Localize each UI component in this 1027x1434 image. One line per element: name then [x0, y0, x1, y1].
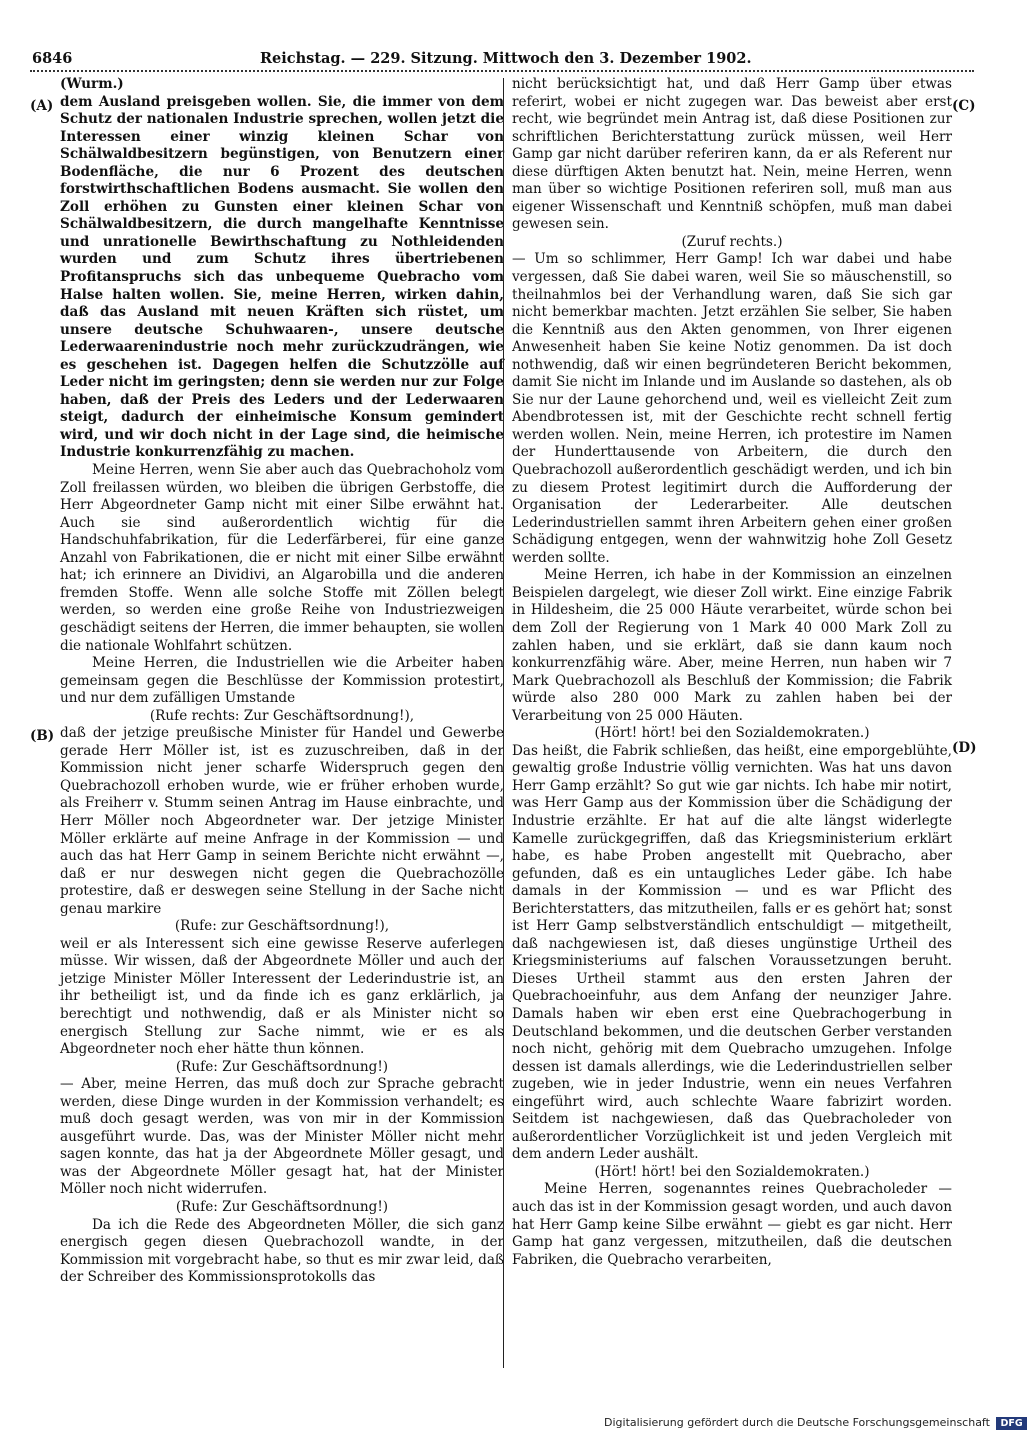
speaker-name: (Wurm.): [60, 76, 124, 92]
margin-mark-c: (C): [952, 98, 976, 114]
paragraph: Das heißt, die Fabrik schließen, das heißt, eine emporgeblühte, gewaltig große Industrie völlig vernichten. Was hat uns davon Herr Gamp erzählt? So gut wie gar nichts. Ich habe mir notirt, was Herr Gamp aus der Kommission über die Schädigung der Industrie erzählte. Er hat auf die alte längst widerlegte Kamelle zurückgegriffen, daß das Kriegsministerium erklärt habe, es habe Proben angestellt mit Quebracho, aber gefunden, daß es ein untaugliches Leder gäbe. Ich habe damals in der Kommission — und es war Pflicht des Berichterstatters, das mitzutheilen, falls er es gehört hat; sonst ist Herr Gamp selbstverständlich entschuldigt — mitgetheilt, daß nachgewiesen ist, daß dieses ungünstige Urtheil des Kriegsministeriums auf falschen Voraussetzungen beruht. Dieses Urtheil stammt aus den ersten Jahren der Quebrachoeinfuhr, aus dem Anfang der neunziger Jahre. Damals haben wir eben erst eine Quebrachogerbung in Deutschland bekommen, und die deutschen Gerber verstanden noch nicht, gehörig mit dem Quebracho umzugehen. Infolge dessen ist damals allerdings, wie die Lederindustriellen selber zugeben, wie in jeder Industrie, wenn ein neues Verfahren eingeführt wird, auch schlechte Waare fabrizirt worden. Seitdem ist nachgewiesen, daß das Quebracholeder von außerordentlicher Vorzüglichkeit ist und jeden Vergleich mit dem andern Leder aushält.: [512, 742, 952, 1163]
page-number: 6846: [32, 50, 73, 67]
interjection: (Zuruf rechts.): [681, 233, 783, 250]
margin-mark-d: (D): [952, 740, 977, 756]
interjection: (Rufe rechts: Zur Geschäftsordnung!),: [149, 707, 415, 724]
paragraph: Meine Herren, wenn Sie aber auch das Quebrachoholz vom Zoll freilassen würden, wo bleiben die übrigen Gerbstoffe, die Herr Abgeordneter Gamp nicht mit einer Silbe erwähnt hat. Auch sie sind außerordentlich wichtig für die Handschuhfabrikation, für die Lederfärberei, für eine ganze Anzahl von Fabrikationen, die er nicht mit einer Silbe erwähnt hat; ich erinnere an Dividivi, an Algarobilla und die anderen fremden Stoffe. Wenn alle solche Stoffe mit Zöllen belegt werden, so werden eine große Reihe von Industriezweigen geschädigt seitens der Herren, die immer behaupten, sie wollen die nationale Wohlfahrt schützen.: [60, 462, 504, 654]
paragraph: Meine Herren, ich habe in der Kommission an einzelnen Beispielen dargelegt, wie dieser Zoll wirkt. Eine einzige Fabrik in Hildesheim, die 25 000 Häute verarbeitet, würde schon bei dem Zoll der Regierung von 1 Mark 40 000 Mark Zoll zu zahlen haben, und sie erklärt, daß sie dann kaum noch konkurrenzfähig wäre. Aber, meine Herren, nun haben wir 7 Mark Quebrachozoll als Beschluß der Kommission; die Fabrik würde also 280 000 Mark zu zahlen haben bei der Verarbeitung von 25 000 Häuten.: [512, 567, 952, 724]
interjection: (Hört! hört! bei den Sozialdemokraten.): [594, 725, 870, 742]
paragraph: dem Ausland preisgeben wollen. Sie, die immer von dem Schutz der nationalen Industrie sprechen, wollen jetzt die Interessen einer winzig kleinen Schar von Schälwaldbesitzern begünstigen, von Benutzern einer Bodenfläche, die nur 6 Prozent des deutschen forstwirthschaftlichen Bodens ausmacht. Sie wollen den Zoll erhöhen zu Gunsten einer kleinen Schar von Schälwaldbesitzern, die durch mangelhafte Kenntnisse und unrationelle Bewirthschaftung zu Nothleidenden wurden und zum Schutz ihres übertriebenen Profitanspruchs sich das unbequeme Quebracho vom Halse halten wollen. Sie, meine Herren, wirken dahin, daß das Ausland mit neuen Kräften sich rüstet, um unsere deutsche Schuhwaaren-, unsere deutsche Lederwaarenindustrie noch mehr zurückzudrängen, wie es geschehen ist. Dagegen helfen die Schutzzölle auf Leder nicht im geringsten; denn sie werden nur zur Folge haben, daß der Preis des Leders und der Lederwaaren steigt, dadurch der einheimische Konsum gemindert wird, und wir doch nicht in der Lage sind, die heimische Industrie konkurrenzfähig zu machen.: [60, 93, 504, 461]
left-column: [60, 76, 504, 1368]
right-column: [512, 76, 952, 1368]
running-title: Reichstag. — 229. Sitzung. Mittwoch den 3. Dezember 1902.: [260, 50, 752, 67]
page-header: [28, 46, 978, 70]
paragraph: Meine Herren, sogenanntes reines Quebracholeder — auch das ist in der Kommission gesagt worden, und auch davon hat Herr Gamp keine Silbe erwähnt — giebt es gar nicht. Herr Gamp hat ganz vergessen, mitzutheilen, daß die deutschen Fabriken, die Quebracho verarbeiten,: [512, 1181, 952, 1268]
interjection: (Hört! hört! bei den Sozialdemokraten.): [594, 1163, 870, 1180]
paragraph: Da ich die Rede des Abgeordneten Möller, die sich ganz energisch gegen diesen Quebrachozoll wandte, in der Kommission mit vorgebracht habe, so thut es mir zwar leid, daß der Schreiber des Kommissionsprotokolls das: [60, 1216, 504, 1286]
dfg-logo-icon: DFG: [996, 1417, 1026, 1430]
interjection: (Rufe: Zur Geschäftsordnung!): [175, 1058, 389, 1075]
column-divider: [503, 78, 504, 1368]
credit-text: Digitalisierung gefördert durch die Deutsche Forschungsgemeinschaft: [604, 1416, 990, 1429]
paragraph: Meine Herren, die Industriellen wie die Arbeiter haben gemeinsam gegen die Beschlüsse der Kommission protestirt, und nur dem zufälligen Umstande: [60, 655, 504, 707]
paragraph: daß der jetzige preußische Minister für Handel und Gewerbe gerade Herr Möller ist, ist es zuzuschreiben, daß in der Kommission nicht jener scharfe Widerspruch gegen den Quebrachozoll erhoben wurde, wie er früher erhoben wurde, als Freiherr v. Stumm seinen Antrag im Hause einbrachte, und Herr Möller noch Abgeordneter war. Der jetzige Minister Möller erklärte auf meine Anfrage in der Kommission — und auch das hat Herr Gamp in seinem Berichte nicht erwähnt —, daß er nur deswegen nicht gegen die Quebrachozölle protestire, daß er deswegen seine Stellung in der Sache nicht genau markire: [60, 725, 504, 917]
paragraph: weil er als Interessent sich eine gewisse Reserve auferlegen müsse. Wir wissen, daß der Abgeordnete Möller und auch der jetzige Minister Möller Interessent der Lederindustrie ist, an ihr betheiligt ist, und da finde ich es ganz erklärlich, ja berechtigt und nothwendig, daß er als Minister nicht so energisch Stellung zur Sache nimmt, wie er es als Abgeordneter noch eher hätte thun können.: [60, 935, 504, 1058]
interjection: (Rufe: zur Geschäftsordnung!),: [174, 918, 390, 935]
interjection: (Rufe: Zur Geschäftsordnung!): [175, 1199, 389, 1215]
margin-mark-b: (B): [30, 728, 55, 744]
header-divider: [30, 70, 974, 72]
paragraph: — Um so schlimmer, Herr Gamp! Ich war dabei und habe vergessen, daß Sie dabei waren, weil Sie so mäuschenstill, so theilnahmlos bei der Verhandlung waren, daß Sie sich gar nicht bemerkbar machten. Jetzt erzählen Sie selber, Sie haben die Kenntniß aus den Akten genommen, von Ihrer eigenen Anwesenheit haben Sie keine Notiz genommen. Da ist doch nothwendig, daß wir einen begründeteren Bericht bekommen, damit Sie nicht im Inlande und im Auslande so dastehen, als ob Sie nur der Laune gehorchend und, weil es vielleicht Zeit zum Abendbrotessen ist, mit der Geschichte recht schnell fertig werden wollen. Nein, meine Herren, ich protestire im Namen der Hunderttausende von Arbeitern, die durch den Quebrachozoll außerordentlich geschädigt werden, und ich bin zu diesem Protest legitimirt durch die Aufforderung der Organisation der Lederarbeiter. Alle deutschen Lederindustriellen sammt ihren Arbeitern gehen einer großen Schädigung entgegen, wenn der wahnwitzig hohe Zoll Gesetz werden sollte.: [512, 251, 952, 566]
paragraph: nicht berücksichtigt hat, und daß Herr Gamp über etwas referirt, wobei er nicht zugegen war. Das beweist aber erst recht, wie begründet mein Antrag ist, daß diese Positionen zur schriftlichen Berichterstattung zurück müssen, weil Herr Gamp gar nicht darüber referiren kann, da er als Referent nur diese dürftigen Akten benutzt hat. Nein, meine Herren, wenn man über so wichtige Positionen referiren soll, muß man aus eigener Wissenschaft und Kenntniß schöpfen, muß man dabei gewesen sein.: [512, 76, 952, 233]
paragraph: — Aber, meine Herren, das muß doch zur Sprache gebracht werden, diese Dinge wurden in der Kommission verhandelt; es muß doch gesagt werden, was von mir in der Kommission ausgeführt wurde. Das, was der Minister Möller nicht mehr sagen konnte, das hat ja der Abgeordnete Möller gesagt, und was der Abgeordnete Möller gesagt hat, hat der Minister Möller noch nicht widerrufen.: [60, 1076, 504, 1198]
margin-mark-a: (A): [30, 98, 54, 114]
digitization-credit: [604, 1416, 1027, 1430]
